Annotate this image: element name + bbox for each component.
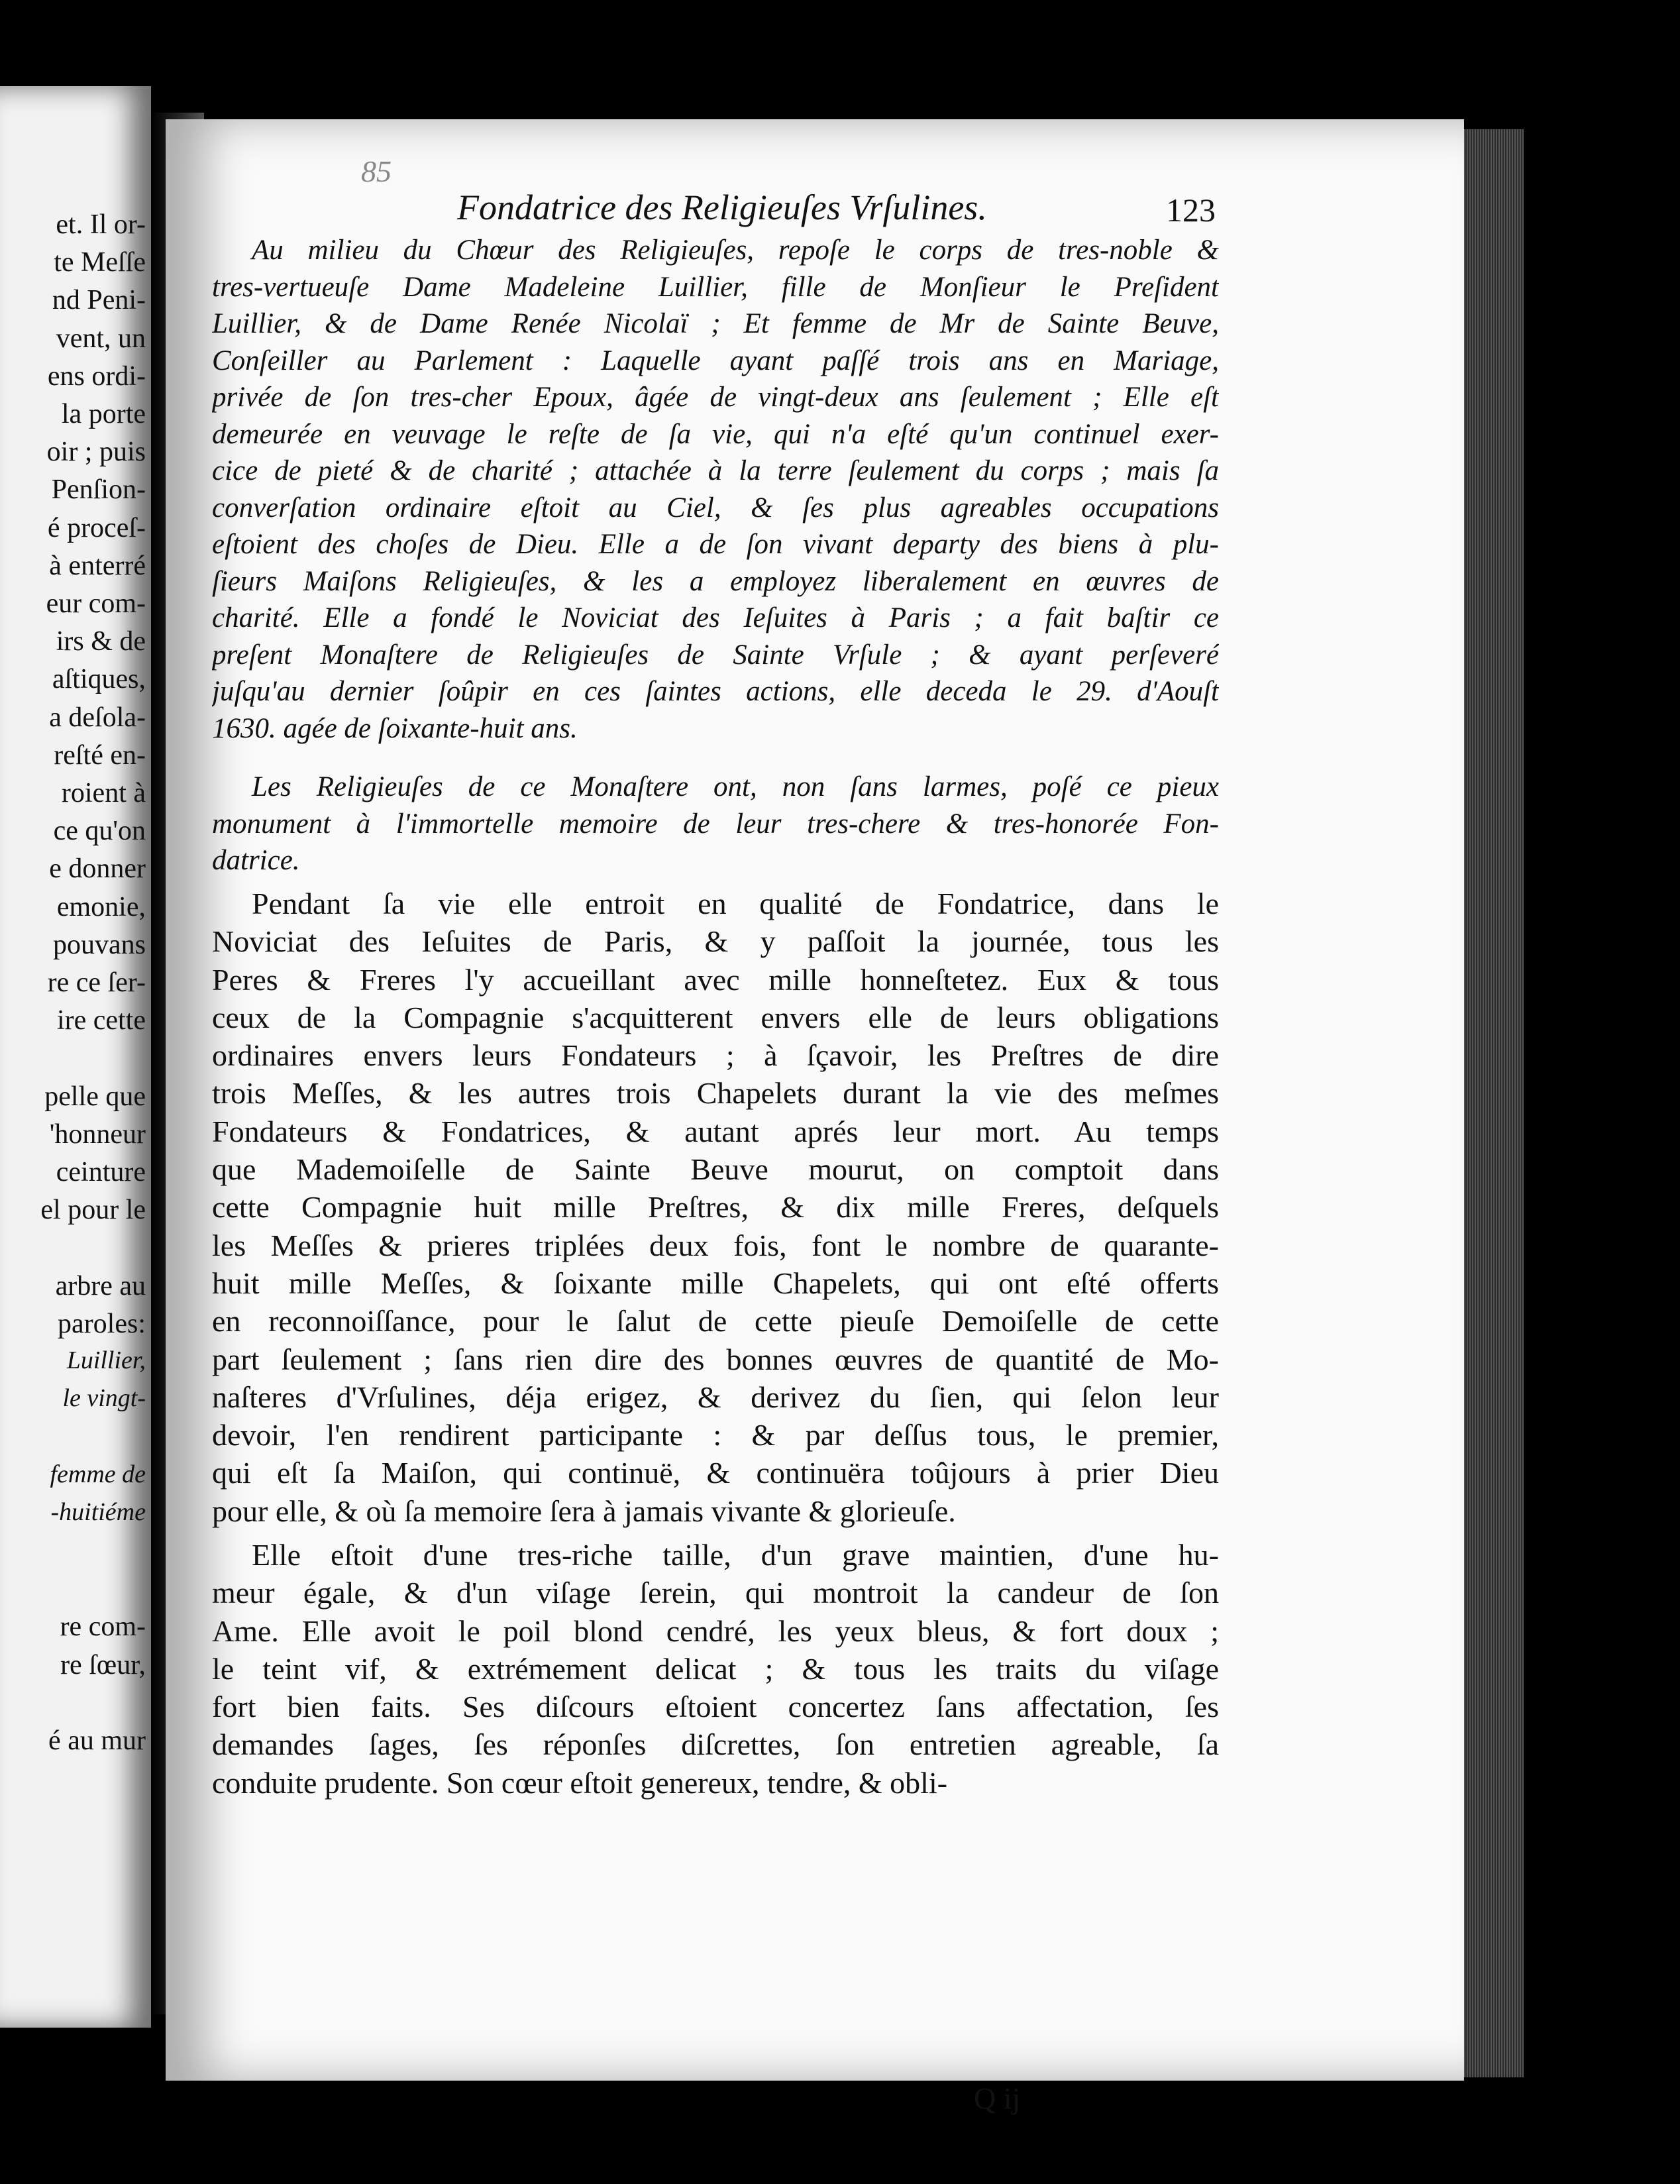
left-page-line: aſtiques, [52,664,146,695]
text-line: converſation ordinaire eſtoit au Ciel, & ſes plus agreables occupations [212,492,1219,523]
text-line: meur égale, & d'un viſage ſerein, qui montroit la candeur de ſon [212,1576,1219,1610]
left-page-line: et. Il or- [56,209,146,240]
text-line: datrice. [212,845,300,876]
text-line: Les Religieuſes de ce Monaſtere ont, non ſans larmes, poſé ce pieux [252,771,1219,802]
signature-mark: Q ij [974,2081,1021,2115]
left-page-line: Penſion- [51,474,146,506]
text-line: Au milieu du Chœur des Religieuſes, repoſe le corps de tres-noble & [252,235,1219,266]
left-page-line: -huitiéme [50,1498,146,1526]
text-line: le teint vif, & extrémement delicat ; & tous les traits du viſage [212,1651,1219,1686]
text-line: juſqu'au dernier ſoûpir en ces ſaintes actions, elle deceda le 29. d'Aouſt [212,676,1219,707]
left-page-fragment [0,86,151,2028]
text-line: Noviciat des Ieſuites de Paris, & y paſſoit la journée, tous les [212,924,1219,959]
left-page-line: vent, un [56,323,146,354]
text-line: trois Meſſes, & les autres trois Chapelets durant la vie des meſmes [212,1076,1219,1111]
text-line: ordinaires envers leurs Fondateurs ; à ſçavoir, les Preſtres de dire [212,1038,1219,1073]
text-line: eſtoient des choſes de Dieu. Elle a de ſon vivant departy des biens à plu- [212,529,1219,560]
pencil-annotation: 85 [361,154,392,188]
text-line: les Meſſes & prieres triplées deux fois, font le nombre de quarante- [212,1228,1219,1262]
text-line: privée de ſon tres-cher Epoux, âgée de vingt-deux ans ſeulement ; Elle eſt [212,382,1219,413]
paragraph-description [212,1536,1219,1802]
text-line: pour elle, & où ſa memoire ſera à jamais vivante & glorieuſe. [212,1494,956,1528]
left-page-line: ce qu'on [53,816,146,847]
text-line: huit mille Meſſes, & ſoixante mille Chapelets, qui ont eſté offerts [212,1266,1219,1300]
text-line: ſieurs Maiſons Religieuſes, & les a employez liberalement en œuvres de [212,565,1219,597]
left-page-line: é au mur [48,1725,146,1756]
text-line: conduite prudente. Son cœur eſtoit genereux, tendre, & obli- [212,1765,948,1800]
text-line: Peres & Freres l'y accueillant avec mille honneſtetez. Eux & tous [212,962,1219,997]
paragraph-foundress-life [212,885,1219,1530]
left-page-line: oir ; puis [46,437,146,468]
left-page-line: ens ordi- [47,360,146,392]
left-page-line: pelle que [44,1081,146,1112]
left-page-line: re com- [60,1611,146,1643]
left-page-line: re ſœur, [60,1649,146,1680]
left-page-line: te Meſſe [54,247,146,278]
text-line: tres-vertueuſe Dame Madeleine Luillier, fille de Monſieur le Preſident [212,271,1219,303]
left-page-line: roient à [61,778,146,808]
left-page-line: Luillier, [66,1346,146,1374]
left-page-line: reſté en- [54,739,146,771]
text-line: cette Compagnie huit mille Preſtres, & dix mille Freres, deſquels [212,1190,1219,1225]
epitaph-inscription [212,232,1219,747]
text-line: preſent Monaſtere de Religieuſes de Sainte Vrſule ; & ayant perſeveré [212,639,1219,671]
text-line: que Mademoiſelle de Sainte Beuve mourut, on comptoit dans [212,1152,1219,1187]
page-edges [1457,129,1524,2077]
left-page-line: é proceſ- [47,512,146,543]
text-line: demeurée en veuvage le reſte de ſa vie, qui n'a eſté qu'un continuel exer- [212,418,1219,450]
left-page-line: la porte [61,399,146,429]
text-line: ceux de la Compagnie s'acquitterent envers elle de leurs obligations [212,1000,1219,1034]
left-page-line: emonie, [56,891,146,922]
text-line: Ame. Elle avoit le poil blond cendré, les yeux bleus, & fort doux ; [212,1613,1219,1648]
left-page-line: pouvans [53,929,146,960]
text-line: Luillier, & de Dame Renée Nicolaï ; Et femme de Mr de Sainte Beuve, [212,308,1219,339]
left-page-line: re ce ſer- [47,967,146,998]
left-page-line: arbre au [55,1270,146,1301]
left-page-line: nd Peni- [52,285,146,316]
epitaph-dedication [212,769,1219,879]
left-page-line: 'honneur [49,1119,146,1150]
text-line: devoir, l'en rendirent participante : & par deſſus tous, le premier, [212,1418,1219,1452]
text-line: demandes ſages, ſes réponſes diſcrettes, ſon entretien agreable, ſa [212,1727,1219,1762]
text-line: Fondateurs & Fondatrices, & autant aprés leur mort. Au temps [212,1114,1219,1148]
text-line: cice de pieté & de charité ; attachée à la terre ſeulement du corps ; mais ſa [212,455,1219,486]
left-page-line: a deſola- [49,702,146,733]
left-page-line: à enterré [49,550,146,581]
text-line: monument à l'immortelle memoire de leur tres-chere & tres-honorée Fon- [212,808,1219,840]
left-page-line: e donner [49,853,146,885]
left-page-line: ceinture [56,1157,146,1187]
left-page-line: femme de [50,1460,146,1488]
text-line: en reconnoiſſance, pour le ſalut de cette pieuſe Demoiſelle de cette [212,1304,1219,1338]
text-line: Elle eſtoit d'une tres-riche taille, d'un grave maintien, d'une hu- [252,1538,1219,1572]
text-line: Pendant ſa vie elle entroit en qualité de Fondatrice, dans le [252,887,1219,920]
page-number: 123 [1166,191,1216,229]
left-page-line: ire cette [56,1005,146,1036]
text-line: charité. Elle a fondé le Noviciat des Ieſuites à Paris ; a fait baſtir ce [212,602,1219,633]
left-page-line: eur com- [46,588,146,619]
left-page-line: paroles: [58,1308,146,1339]
text-line: Conſeiller au Parlement : Laquelle ayant paſſé trois ans en Mariage, [212,345,1219,376]
text-line: qui eſt ſa Maiſon, qui continuë, & continuëra toûjours à prier Dieu [212,1456,1219,1490]
left-page-line: el pour le [40,1195,146,1226]
running-head: Fondatrice des Religieuſes Vrſulines. [457,188,987,227]
text-line: 1630. agée de ſoixante-huit ans. [212,712,578,744]
text-line: naſteres d'Vrſulines, déja erigez, & derivez du ſien, qui ſelon leur [212,1380,1219,1414]
left-page-line: irs & de [56,626,146,657]
left-page-line: le vingt- [62,1384,146,1413]
text-line: fort bien faits. Ses diſcours eſtoient concertez ſans affectation, ſes [212,1690,1219,1724]
text-line: part ſeulement ; ſans rien dire des bonnes œuvres de quantité de Mo- [212,1342,1219,1376]
